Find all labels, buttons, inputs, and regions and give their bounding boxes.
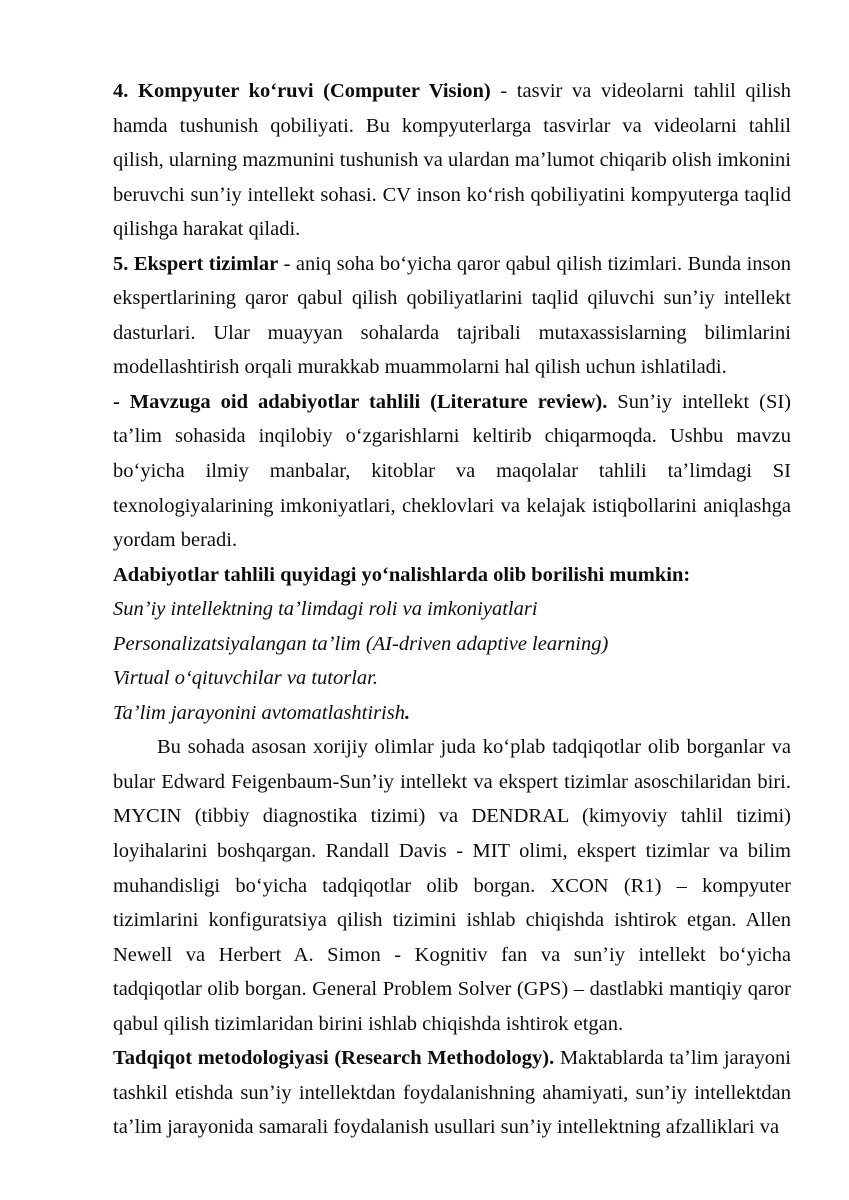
text-run: Sunʼiy intellekt (SI) taʼlim sohasida inqilobiy oʻzgarishlarni keltirib chiqarmoqda. Ushbu mavzu boʻyicha ilmiy manbalar, kitoblar va maqolalar tahlili taʼlimdagi SI texnologiyalarining imkoniyatlari, cheklovlari va kelajak istiqbollarini aniqlashga yordam beradi. [113, 390, 792, 552]
paragraph-computer-vision [113, 74, 791, 247]
text-run: - tasvir va videolarni tahlil qilish hamda tushunish qobiliyati. Bu kompyuterlarga tasvirlar va videolarni tahlil qilish, ularning mazmunini tushunish va ulardan maʼlumot chiqarib olish imkonini beruvchi sunʼiy intellekt sohasi. CV inson koʻrish qobiliyatini kompyuterga taqlid qilishga harakat qiladi. [113, 80, 791, 241]
heading-directions [113, 558, 791, 593]
text-run: Maktablarda taʼlim jarayoni tashkil etishda sunʼiy intellektdan foydalanishning ahamiyati, sunʼiy intellektdan taʼlim jarayonida samarali foydalanish usullari sunʼiy intellektning afzalliklari va [113, 1047, 791, 1139]
text-run: 5. Ekspert tizimlar [113, 252, 279, 275]
direction-item [113, 696, 791, 731]
text-run: Bu sohada asosan xorijiy olimlar juda koʻplab tadqiqotlar olib borganlar va bular Edward Feigenbaum-Sunʼiy intellekt va ekspert tizimlar asoschilaridan biri. MYCIN (tibbiy diagnostika tizimi) va DENDRAL (kimyoviy tahlil tizimi) loyihalarini boshqargan. Randall Davis - MIT olimi, ekspert tizimlar va bilim muhandisligi boʻyicha tadqiqotlar olib borgan. XCON (R1) – kompyuter tizimlarini konfiguratsiya qilish tizimini ishlab chiqishda ishtirok etgan. Allen Newell va Herbert A. Simon - Kognitiv fan va sunʼiy intellekt boʻyicha tadqiqotlar olib borgan. General Problem Solver (GPS) – dastlabki mantiqiy qaror qabul qilish tizimlaridan birini ishlab chiqishda ishtirok etgan. [113, 736, 791, 1035]
text-run: . [404, 701, 411, 724]
text-run: Virtual oʻqituvchilar va tutorlar. [113, 667, 378, 690]
paragraph-literature-review [113, 385, 791, 558]
text-run: - Mavzuga oid adabiyotlar tahlili (Literature review). [113, 390, 608, 413]
paragraph-methodology [113, 1041, 791, 1145]
document-text-body [113, 74, 791, 1145]
text-run: Sunʼiy intellektning taʼlimdagi roli va imkoniyatlari [113, 598, 538, 621]
text-run: Adabiyotlar tahlili quyidagi yoʻnalishlarda olib borilishi mumkin: [113, 563, 691, 586]
text-run: Taʼlim jarayonini avtomatlashtirish [113, 701, 405, 724]
paragraph-expert-systems [113, 247, 791, 385]
text-run: - aniq soha boʻyicha qaror qabul qilish tizimlari. Bunda inson ekspertlarining qaror qabul qilish qobiliyatlarini taqlid qiluvchi sunʼiy intellekt dasturlari. Ular muayyan sohalarda tajribali mutaxassislarning bilimlarini modellashtirish orqali murakkab muammolarni hal qilish uchun ishlatiladi. [113, 252, 791, 379]
direction-item [113, 661, 791, 696]
text-run: 4. Kompyuter koʻruvi (Computer Vision) [113, 80, 491, 102]
direction-item [113, 592, 791, 627]
text-run: Tadqiqot metodologiyasi (Research Methodology). [113, 1047, 555, 1070]
direction-item [113, 627, 791, 662]
paragraph-scientists [113, 730, 791, 1041]
text-run: Personalizatsiyalangan taʼlim (AI-driven adaptive learning) [113, 632, 609, 655]
